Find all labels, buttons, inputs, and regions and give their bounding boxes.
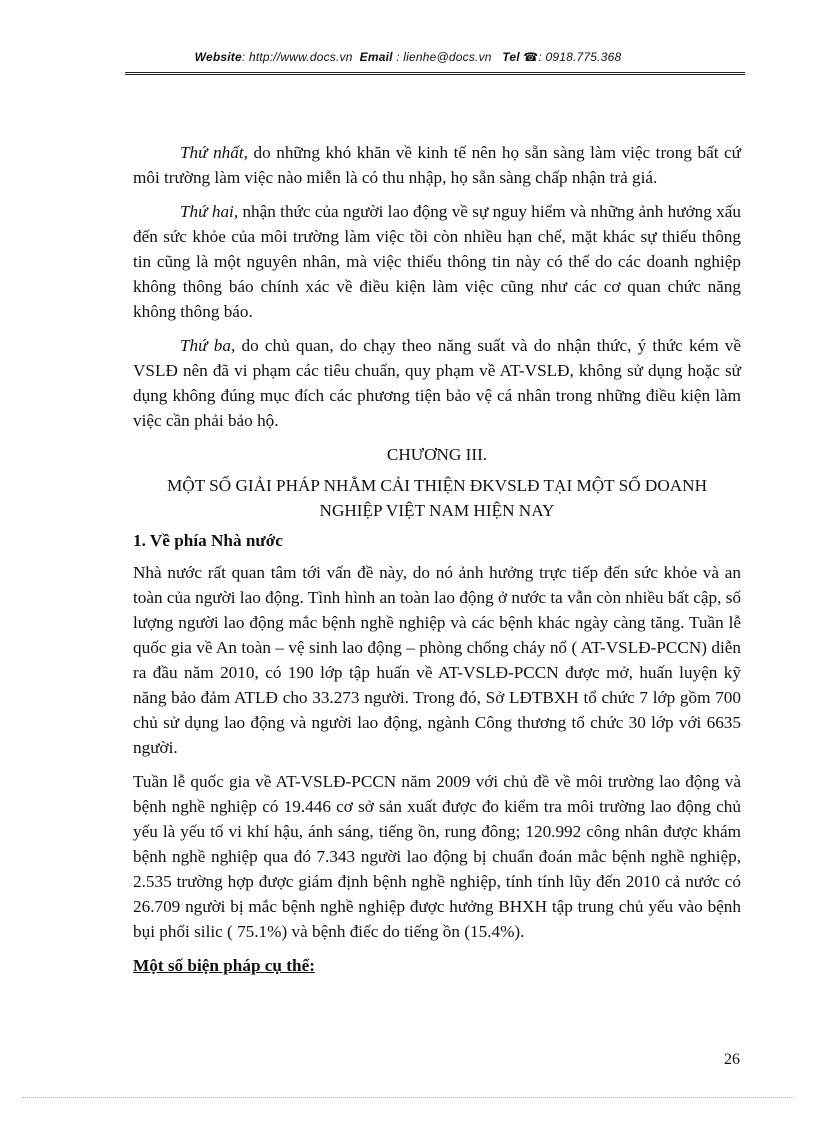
chapter-title-line: MỘT SỐ GIẢI PHÁP NHẰM CẢI THIỆN ĐKVSLĐ TẠI MỘT SỐ DOANH <box>167 476 707 495</box>
paragraph-text: do chủ quan, do chạy theo năng suất và do nhận thức, ý thức kém về VSLĐ nên đã vi phạm các tiêu chuẩn, quy phạm về AT-VSLĐ, không sử dụng hoặc sử dụng không đúng mục đích các phương tiện bảo vệ cá nhân trong những điều kiện làm việc cần phải bảo hộ. <box>133 336 742 430</box>
section-paragraph: Tuần lễ quốc gia về AT-VSLĐ-PCCN năm 2009 với chủ đề về môi trường lao động và bệnh nghề nghiệp có 19.446 cơ sở sản xuất được đo kiểm tra môi trường lao động chủ yếu là yếu tố vi khí hậu, ánh sáng, tiếng ồn, rung đông; 120.992 công nhân được khám bệnh nghề nghiệp qua đó 7.343 người lao động bị chuẩn đoán mắc bệnh nghề nghiệp, 2.535 trường hợp được giám định bệnh nghề nghiệp, tính tính lũy đến 2010 cả nước có 26.709 người bị mắc bệnh nghề nghiệp được hưởng BHXH tập trung chủ yếu vào bệnh bụi phổi silic ( 75.1%) và bệnh điếc do tiếng ồn (15.4%). <box>133 772 741 941</box>
paragraph-text: nhận thức của người lao động về sự nguy hiểm và những ảnh hưởng xấu đến sức khỏe của môi trường làm việc tồi còn nhiều hạn chế, mặt khác sự thiếu thông tin cũng là một nguyên nhân, mà việc thiếu thông tin này có thể do các doanh nghiệp không thông báo chính xác về điều kiện làm việc cũng như các cơ quan chức năng không thông báo. <box>133 202 742 321</box>
website-label: Website <box>194 50 242 64</box>
section-heading: 1. Về phía Nhà nước <box>133 531 283 550</box>
measures-heading: Một số biện pháp cụ thể: <box>133 956 315 975</box>
chapter-title-line: NGHIỆP VIỆT NAM HIỆN NAY <box>319 501 555 520</box>
footer-divider <box>22 1097 794 1098</box>
paragraph-text: do những khó khăn về kinh tế nên họ sẵn sàng làm việc trong bất cứ môi trường làm việc nào miễn là có thu nhập, họ sẵn sàng chấp nhận trả giá. <box>133 143 741 187</box>
paragraph-lead: Thứ nhất, <box>180 143 248 162</box>
paragraph-thu-nhat <box>133 140 741 190</box>
paragraph-lead: Thứ ba, <box>180 336 236 355</box>
chapter-label: CHƯƠNG III. <box>386 445 488 464</box>
paragraph-thu-ba <box>133 333 741 433</box>
email-value[interactable]: : lienhe@docs.vn <box>392 50 492 64</box>
tel-value: : 0918.775.368 <box>538 50 622 64</box>
tel-label: Tel ☎ <box>502 50 539 64</box>
section-paragraph: Nhà nước rất quan tâm tới vấn đề này, do nó ảnh hưởng trực tiếp đến sức khỏe và an toàn của người lao động. Tình hình an toàn lao động ở nước ta vẫn còn nhiều bất cập, số lượng người lao động mắc bệnh nghề nghiệp và các bệnh khác ngày càng tăng. Tuần lễ quốc gia về An toàn – vệ sinh lao động – phòng chống cháy nổ ( AT-VSLĐ-PCCN) diễn ra đầu năm 2010, có 190 lớp tập huấn về AT-VSLĐ-PCCN được mở, huấn luyện kỹ năng bảo đảm ATLĐ cho 33.273 người. Trong đó, Sở LĐTBXH tổ chức 7 lớp gồm 700 chủ sử dụng lao động và người lao động, ngành Công thương tổ chức 30 lớp với 6635 người. <box>133 563 741 757</box>
paragraph-lead: Thứ hai, <box>180 202 239 221</box>
page-header <box>0 50 816 64</box>
email-label: Email <box>359 50 393 64</box>
page-number: 26 <box>724 1051 740 1068</box>
chapter-title <box>133 473 741 523</box>
paragraph-thu-hai <box>133 199 741 324</box>
website-value[interactable]: : http://www.docs.vn <box>241 50 353 64</box>
page-content <box>133 140 741 987</box>
header-rule <box>125 72 745 75</box>
